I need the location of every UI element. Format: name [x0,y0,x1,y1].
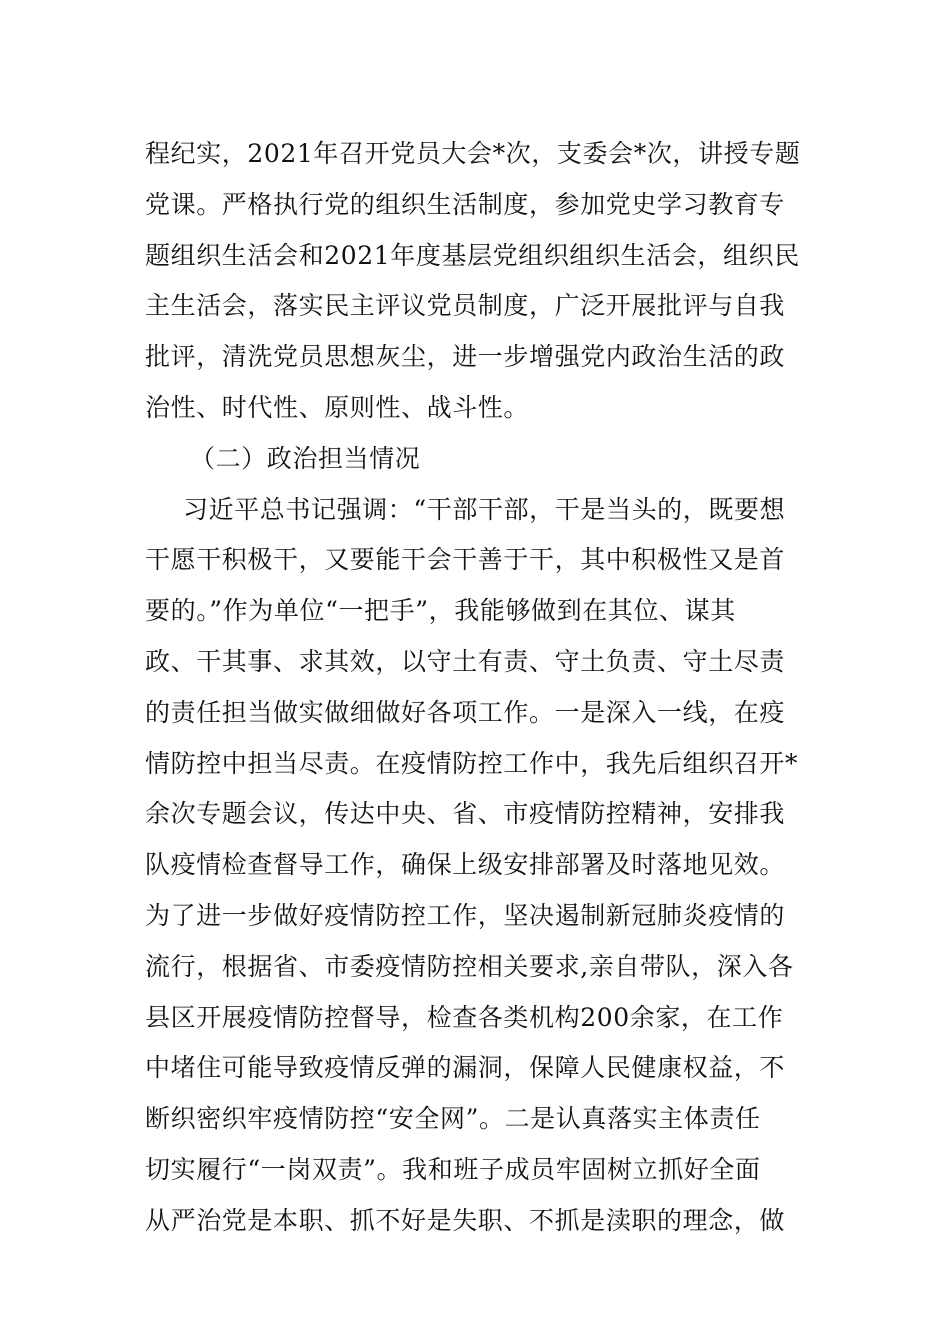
text-line: 批评，清洗党员思想灰尘，进一步增强党内政治生活的政 [145,342,786,372]
text-line: 习近平总书记强调：“干部干部，干是当头的，既要想 [183,494,786,524]
text-line: 干愿干积极干，又要能干会干善于干，其中积极性又是首 [145,545,786,575]
text-line: 余次专题会议，传达中央、省、市疫情防控精神，安排我 [145,799,786,829]
text-line: 流行，根据省、市委疫情防控相关要求,亲自带队，深入各 [145,951,794,981]
text-line: 队疫情检查督导工作，确保上级安排部署及时落地见效。 [145,850,786,880]
text-line: 中堵住可能导致疫情反弹的漏洞，保障人民健康权益，不 [145,1053,786,1083]
text-line: 为了进一步做好疫情防控工作，坚决遏制新冠肺炎疫情的 [145,900,786,930]
text-line: 的责任担当做实做细做好各项工作。一是深入一线，在疫 [145,697,786,727]
text-line: 要的。”作为单位“一把手”，我能够做到在其位、谋其 [145,596,736,626]
text-line: 程纪实，2021年召开党员大会*次，支委会*次，讲授专题 [145,139,801,168]
text-line: 切实履行“一岗双责”。我和班子成员牢固树立抓好全面 [145,1154,761,1184]
text-line: 断织密织牢疫情防控“安全网”。二是认真落实主体责任 [145,1104,761,1134]
text-line: 从严治党是本职、抓不好是失职、不抓是渎职的理念，做 [145,1205,786,1235]
text-line: 县区开展疫情防控督导，检查各类机构200余家，在工作 [145,1002,784,1032]
text-line: 主生活会，落实民主评议党员制度，广泛开展批评与自我 [145,291,786,321]
text-line: 党课。严格执行党的组织生活制度，参加党史学习教育专 [145,189,786,219]
text-line: 政、干其事、求其效，以守土有责、守土负责、守土尽责 [145,646,786,676]
body-text [145,129,825,1247]
section-heading: （二）政治担当情况 [190,443,421,473]
text-line: 情防控中担当尽责。在疫情防控工作中，我先后组织召开* [145,748,799,778]
text-line: 治性、时代性、原则性、战斗性。 [145,392,530,422]
text-line: 题组织生活会和2021年度基层党组织组织生活会，组织民 [145,240,800,270]
